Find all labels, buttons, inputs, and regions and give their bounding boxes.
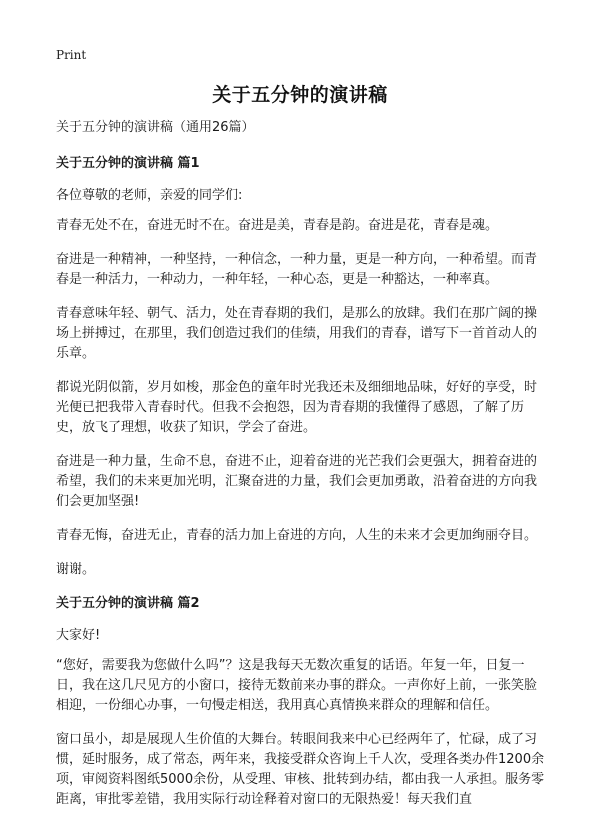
document-body bbox=[56, 118, 546, 824]
print-link[interactable]: Print bbox=[56, 48, 87, 62]
section-heading-2: 关于五分钟的演讲稿 篇2 bbox=[56, 596, 200, 611]
paragraph: “您好，需要我为您做什么吗”？这是我每天无数次重复的话语。年复一年，日复一日，我在这几尺见方的小窗口，接待无数前来办事的群众。一声你好上前，一张笑脸相迎，一份细心办事，一句慢走相送，我用真心真情换来群众的理解和信任。 bbox=[56, 658, 538, 713]
paragraph: 都说光阴似箭，岁月如梭，那金色的童年时光我还未及细细地品味，好好的享受，时光便已把我带入青春时代。但我不会抱怨，因为青春期的我懂得了感恩，了解了历史，放飞了理想，收获了知识，学会了奋进。 bbox=[56, 380, 538, 435]
paragraph: 大家好! bbox=[56, 628, 101, 643]
paragraph: 青春意味年轻、朝气、活力，处在青春期的我们，是那么的放肆。我们在那广阔的操场上拼搏过，在那里，我们创造过我们的佳绩，用我们的青春，谱写下一首首动人的乐章。 bbox=[56, 306, 538, 361]
paragraph: 各位尊敬的老师，亲爱的同学们: bbox=[56, 188, 243, 203]
document-subtitle: 关于五分钟的演讲稿（通用26篇） bbox=[56, 120, 255, 135]
document-title: 关于五分钟的演讲稿 bbox=[212, 84, 388, 106]
paragraph: 奋进是一种力量，生命不息，奋进不止，迎着奋进的光芒我们会更强大，拥着奋进的希望，我们的未来更加光明，汇聚奋进的力量，我们会更加勇敢，沿着奋进的方向我们会更加坚强! bbox=[56, 454, 538, 509]
paragraph: 青春无悔，奋进无止，青春的活力加上奋进的方向，人生的未来才会更加绚丽夺目。 bbox=[56, 528, 538, 543]
paragraph: 谢谢。 bbox=[56, 562, 96, 577]
section-heading-1: 关于五分钟的演讲稿 篇1 bbox=[56, 156, 200, 171]
paragraph: 窗口虽小，却是展现人生价值的大舞台。转眼间我来中心已经两年了，忙碌，成了习惯，延时服务，成了常态，两年来，我接受群众咨询上千人次，受理各类办件1200余项，审阅资料图纸5000余份，从受理、审核、批转到办结，都由我一人承担。服务零距离，审批零差错，我用实际行动诠释着对窗口的无限热爱！每天我们直 bbox=[56, 732, 545, 807]
paragraph: 奋进是一种精神，一种坚持，一种信念，一种力量，更是一种方向，一种希望。而青春是一种活力，一种动力，一种年轻，一种心态，更是一种豁达，一种率真。 bbox=[56, 252, 538, 287]
paragraph: 青春无处不在，奋进无时不在。奋进是美，青春是韵。奋进是花，青春是魂。 bbox=[56, 218, 499, 233]
